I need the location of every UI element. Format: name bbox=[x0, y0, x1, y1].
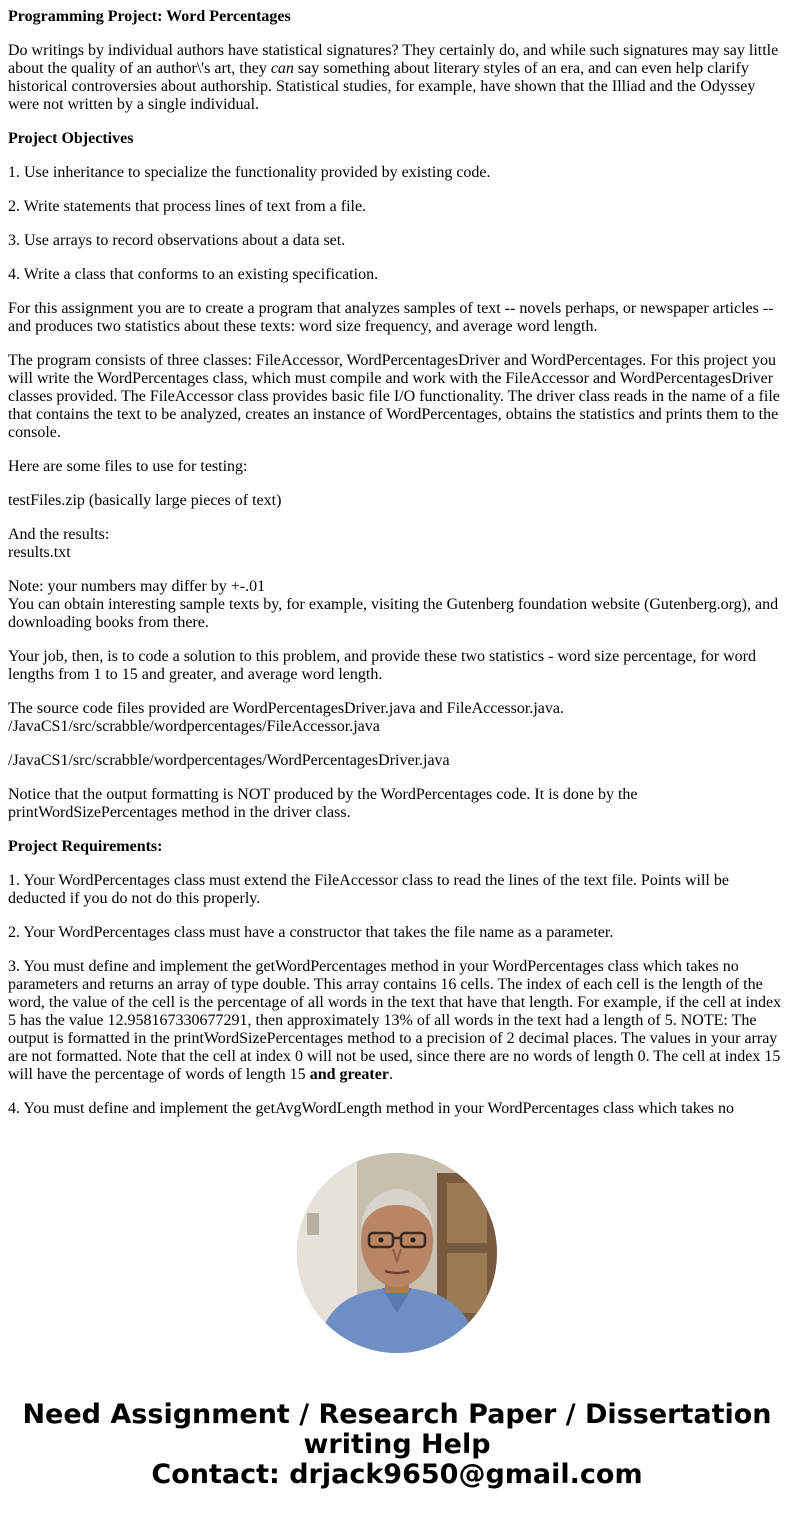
formatting-note: Notice that the output formatting is NOT produced by the WordPercentages code. It is done by the printWordSizePercentages method in the driver class. bbox=[8, 786, 638, 821]
source-files-paragraph bbox=[8, 700, 784, 736]
program-paragraph: The program consists of three classes: FileAccessor, WordPercentagesDriver and WordPercentages. For this project you will write the WordPercentages class, which must compile and work with the FileAccessor and WordPercentagesDriver classes provided. The FileAccessor class provides basic file I/O functionality. The driver class reads in the name of a file that contains the text to be analyzed, creates an instance of WordPercentages, obtains the statistics and prints them to the console. bbox=[8, 352, 780, 441]
requirement-4: 4. You must define and implement the getAvgWordLength method in your WordPercentages class which takes no bbox=[8, 1100, 735, 1117]
objective-1: 1. Use inheritance to specialize the functionality provided by existing code. bbox=[8, 164, 491, 181]
objective-3: 3. Use arrays to record observations about a data set. bbox=[8, 232, 346, 249]
requirement-3: 3. You must define and implement the getWordPercentages method in your WordPercentages class which takes no parameters and returns an array of type double. This array contains 16 cells. The index of each cell is the length of the word, the value of the cell is the percentage of all words in the text that have that length. For example, if the cell at index 5 has the value 12.958167330677291, then approximately 13% of all words in the text had a length of 5. NOTE: The output is formatted in the printWordSizePercentages method to a precision of 2 decimal places. The values in your array are not formatted. Note that the cell at index 0 will not be used, since there are no words of length 0. The cell at index 15 will have the percentage of words of length 15 and greater. bbox=[8, 958, 782, 1083]
gutenberg-text: You can obtain interesting sample texts by, for example, visiting the Gutenberg foundation website (Gutenberg.org), and downloading books from there. bbox=[8, 596, 779, 631]
objective-2: 2. Write statements that process lines of text from a file. bbox=[8, 198, 367, 215]
document-title: Programming Project: Word Percentages bbox=[8, 8, 291, 25]
promo-line-2: writing Help bbox=[303, 1429, 491, 1460]
promo-line-1: Need Assignment / Research Paper / Dissertation bbox=[22, 1399, 772, 1430]
requirements-heading: Project Requirements: bbox=[8, 838, 163, 855]
results-label: And the results: bbox=[8, 526, 110, 543]
results-paragraph bbox=[8, 526, 784, 562]
note-paragraph bbox=[8, 578, 784, 632]
avatar bbox=[297, 1153, 497, 1353]
objectives-heading: Project Objectives bbox=[8, 130, 134, 147]
assignment-paragraph: For this assignment you are to create a program that analyzes samples of text -- novels perhaps, or newspaper articles -- and produces two statistics about these texts: word size frequency, and average word length. bbox=[8, 300, 774, 335]
requirement-2: 2. Your WordPercentages class must have a constructor that takes the file name as a parameter. bbox=[8, 924, 614, 941]
source-intro: The source code files provided are WordPercentagesDriver.java and FileAccessor.java. bbox=[8, 700, 564, 717]
results-file-link[interactable]: results.txt bbox=[8, 544, 71, 561]
note-text: Note: your numbers may differ by +-.01 bbox=[8, 578, 266, 595]
promo-contact-email[interactable]: Contact: drjack9650@gmail.com bbox=[151, 1459, 643, 1490]
job-paragraph: Your job, then, is to code a solution to this problem, and provide these two statistics - word size percentage, for word lengths from 1 to 15 and greater, and average word length. bbox=[8, 648, 757, 683]
person-portrait-icon bbox=[297, 1153, 497, 1353]
promo-banner bbox=[0, 1400, 794, 1490]
file-accessor-path[interactable]: /JavaCS1/src/scrabble/wordpercentages/FileAccessor.java bbox=[8, 718, 380, 735]
test-files-link[interactable]: testFiles.zip (basically large pieces of text) bbox=[8, 492, 282, 509]
requirement-1: 1. Your WordPercentages class must extend the FileAccessor class to read the lines of the text file. Points will be deducted if you do not do this properly. bbox=[8, 872, 729, 907]
objective-4: 4. Write a class that conforms to an existing specification. bbox=[8, 266, 379, 283]
intro-paragraph: Do writings by individual authors have statistical signatures? They certainly do, and while such signatures may say little about the quality of an author\'s art, they can say something about literary styles of an era, and can even help clarify historical controversies about authorship. Statistical studies, for example, have shown that the Illiad and the Odyssey were not written by a single individual. bbox=[8, 42, 779, 113]
driver-path[interactable]: /JavaCS1/src/scrabble/wordpercentages/WordPercentagesDriver.java bbox=[8, 752, 450, 769]
document-body bbox=[8, 0, 784, 1122]
testing-intro: Here are some files to use for testing: bbox=[8, 458, 248, 475]
